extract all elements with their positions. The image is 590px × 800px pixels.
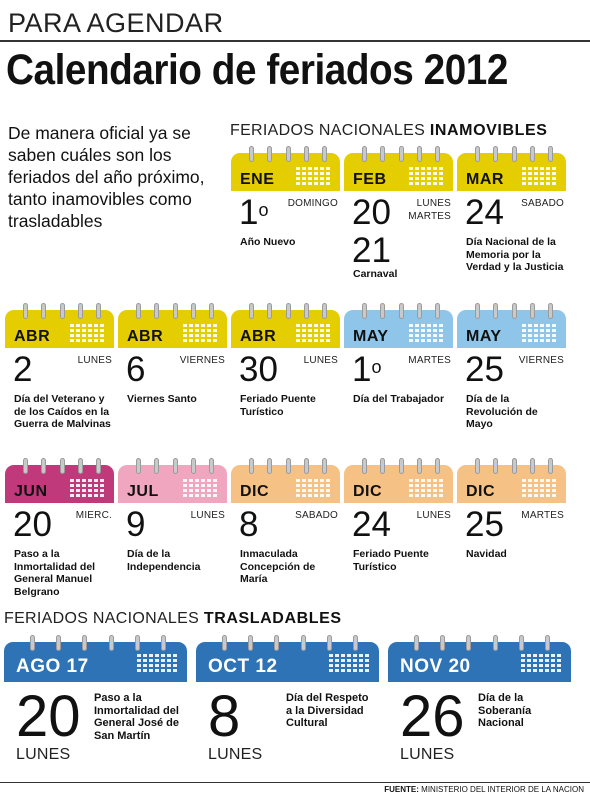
calendar-grid-icon	[137, 654, 177, 672]
binder-ring-icon	[154, 303, 159, 319]
binder-ring-icon	[191, 458, 196, 474]
month-label: JUN	[14, 483, 48, 500]
footer-text: MINISTERIO DEL INTERIOR DE LA NACION	[418, 785, 584, 794]
binder-ring-icon	[286, 303, 291, 319]
binder-ring-icon	[304, 303, 309, 319]
binder-ring-icon	[380, 458, 385, 474]
day-number: 8	[208, 684, 241, 749]
weekday-label: DOMINGO	[287, 198, 338, 209]
weekday-label: LUNES	[208, 746, 263, 763]
binder-ring-icon	[267, 303, 272, 319]
binder-ring-icon	[512, 146, 517, 162]
calendar-page	[196, 642, 379, 682]
binder-ring-icon	[327, 635, 332, 651]
footer-label: FUENTE:	[384, 785, 419, 794]
binder-ring-icon	[493, 635, 498, 651]
holiday-card	[457, 310, 566, 452]
weekday-label: LUNES	[416, 510, 451, 521]
binder-ring-icon	[267, 458, 272, 474]
holiday-name: Día del Trabajador	[353, 393, 445, 405]
holiday-name: Carnaval	[353, 268, 398, 280]
binder-ring-icon	[56, 635, 61, 651]
holiday-name: Día Nacional de la Memoria por la Verdad y la Justicia	[466, 236, 564, 273]
holiday-card	[196, 642, 379, 770]
weekday-label: VIERNES	[518, 355, 564, 366]
binder-ring-icon	[249, 303, 254, 319]
weekday-label: LUNES	[416, 198, 451, 209]
binder-ring-icon	[78, 458, 83, 474]
calendar-grid-icon	[70, 479, 104, 497]
binder-ring-icon	[493, 146, 498, 162]
holiday-card	[231, 153, 340, 295]
binder-ring-icon	[519, 635, 524, 651]
binder-ring-icon	[475, 303, 480, 319]
day-number: 1$^o$	[352, 350, 382, 389]
weekday-label: LUNES	[77, 355, 112, 366]
top-rule	[0, 40, 590, 42]
calendar-grid-icon	[522, 167, 556, 185]
day-number: 1$^o$	[239, 193, 269, 232]
day-number: 8	[239, 505, 259, 544]
day-number: 2	[13, 350, 33, 389]
binder-ring-icon	[249, 458, 254, 474]
weekday-label: LUNES	[303, 355, 338, 366]
trasladables-title-bold: TRASLADABLES	[203, 610, 342, 627]
day-number: 20	[352, 193, 391, 232]
binder-ring-icon	[362, 146, 367, 162]
binder-ring-icon	[286, 458, 291, 474]
binder-ring-icon	[304, 146, 309, 162]
month-label: ABR	[14, 328, 51, 345]
ordinal-mark: o	[371, 357, 382, 377]
holiday-name: Feriado Puente Turístico	[353, 548, 429, 573]
day-number: 24	[352, 505, 391, 544]
binder-ring-icon	[435, 303, 440, 319]
binder-ring-icon	[493, 458, 498, 474]
binder-ring-icon	[475, 458, 480, 474]
calendar-page	[388, 642, 571, 682]
binder-ring-icon	[23, 303, 28, 319]
binder-ring-icon	[530, 458, 535, 474]
month-label: ENE	[240, 171, 275, 188]
binder-ring-icon	[493, 303, 498, 319]
month-label: DIC	[353, 483, 383, 500]
day-number: 20	[16, 684, 81, 749]
binder-ring-icon	[286, 146, 291, 162]
intro-text: De manera oficial ya se saben cuáles son los feriados del año próximo, tanto inamovibles como trasladables	[8, 123, 205, 231]
month-label: MAY	[466, 328, 502, 345]
binder-ring-icon	[545, 635, 550, 651]
calendar-grid-icon	[329, 654, 369, 672]
binder-ring-icon	[209, 303, 214, 319]
binder-ring-icon	[109, 635, 114, 651]
holiday-name: Paso a la Inmortalidad del General José de San Martín	[94, 692, 179, 742]
calendar-grid-icon	[183, 479, 217, 497]
binder-ring-icon	[209, 458, 214, 474]
binder-ring-icon	[60, 303, 65, 319]
binder-ring-icon	[191, 303, 196, 319]
binder-ring-icon	[417, 146, 422, 162]
binder-ring-icon	[304, 458, 309, 474]
binder-ring-icon	[41, 458, 46, 474]
calendar-grid-icon	[409, 479, 443, 497]
holiday-card	[344, 310, 453, 452]
calendar-grid-icon	[70, 324, 104, 342]
binder-ring-icon	[274, 635, 279, 651]
binder-ring-icon	[548, 458, 553, 474]
binder-ring-icon	[82, 635, 87, 651]
month-label: DIC	[466, 483, 496, 500]
month-label: AGO 17	[16, 656, 89, 677]
weekday-label: MARTES	[408, 211, 451, 222]
binder-ring-icon	[362, 303, 367, 319]
calendar-grid-icon	[409, 167, 443, 185]
binder-ring-icon	[414, 635, 419, 651]
binder-ring-icon	[222, 635, 227, 651]
binder-ring-icon	[548, 303, 553, 319]
binder-ring-icon	[23, 458, 28, 474]
day-number: 6	[126, 350, 146, 389]
weekday-label: LUNES	[16, 746, 71, 763]
month-label: DIC	[240, 483, 270, 500]
month-label: NOV 20	[400, 656, 471, 677]
holiday-name: Día del Respeto a la Diversidad Cultural	[286, 692, 369, 729]
holiday-card	[231, 465, 340, 607]
binder-ring-icon	[548, 146, 553, 162]
calendar-grid-icon	[522, 324, 556, 342]
day-number: 25	[465, 350, 504, 389]
binder-ring-icon	[512, 303, 517, 319]
binder-ring-icon	[301, 635, 306, 651]
day-number: 20	[13, 505, 52, 544]
binder-ring-icon	[399, 146, 404, 162]
weekday-label: MARTES	[408, 355, 451, 366]
binder-ring-icon	[173, 458, 178, 474]
binder-ring-icon	[417, 458, 422, 474]
binder-ring-icon	[322, 458, 327, 474]
footer-rule	[0, 782, 590, 783]
inamovibles-title-prefix: FERIADOS NACIONALES	[230, 122, 430, 139]
holiday-card	[118, 310, 227, 452]
day-number: 9	[126, 505, 146, 544]
binder-ring-icon	[530, 146, 535, 162]
binder-ring-icon	[380, 146, 385, 162]
calendar-grid-icon	[296, 324, 330, 342]
holiday-name: Día de la Soberanía Nacional	[478, 692, 532, 729]
binder-ring-icon	[136, 458, 141, 474]
binder-ring-icon	[435, 458, 440, 474]
trasladables-title-prefix: FERIADOS NACIONALES	[4, 610, 204, 627]
calendar-grid-icon	[296, 479, 330, 497]
binder-ring-icon	[530, 303, 535, 319]
binder-ring-icon	[399, 458, 404, 474]
month-label: OCT 12	[208, 656, 278, 677]
holiday-name: Inmaculada Concepción de María	[240, 548, 316, 585]
binder-ring-icon	[30, 635, 35, 651]
trasladables-section-title	[4, 610, 342, 628]
day-number: 30	[239, 350, 278, 389]
binder-ring-icon	[353, 635, 358, 651]
holiday-card	[457, 153, 566, 295]
holiday-name: Paso a la Inmortalidad del General Manuel Belgrano	[14, 548, 96, 598]
footer-source	[384, 785, 584, 794]
binder-ring-icon	[249, 146, 254, 162]
month-label: ABR	[127, 328, 164, 345]
holiday-name: Año Nuevo	[240, 236, 296, 248]
headline: Calendario de feriados 2012	[6, 46, 508, 94]
binder-ring-icon	[512, 458, 517, 474]
holiday-card	[5, 310, 114, 452]
binder-ring-icon	[380, 303, 385, 319]
holiday-card	[388, 642, 571, 770]
month-label: MAR	[466, 171, 504, 188]
binder-ring-icon	[96, 458, 101, 474]
weekday-label: SABADO	[295, 510, 338, 521]
binder-ring-icon	[60, 458, 65, 474]
binder-ring-icon	[322, 146, 327, 162]
inamovibles-title-bold: INAMOVIBLES	[429, 122, 548, 139]
weekday-label: SABADO	[521, 198, 564, 209]
binder-ring-icon	[248, 635, 253, 651]
holiday-card	[344, 465, 453, 607]
binder-ring-icon	[475, 146, 480, 162]
binder-ring-icon	[267, 146, 272, 162]
binder-ring-icon	[136, 303, 141, 319]
binder-ring-icon	[173, 303, 178, 319]
binder-ring-icon	[161, 635, 166, 651]
holiday-name: Feriado Puente Turístico	[240, 393, 316, 418]
calendar-grid-icon	[521, 654, 561, 672]
holiday-name: Día del Veterano y de los Caídos en la Guerra de Malvinas	[14, 393, 111, 430]
binder-ring-icon	[154, 458, 159, 474]
holiday-name: Navidad	[466, 548, 507, 560]
calendar-grid-icon	[409, 324, 443, 342]
holiday-name: Día de la Revolución de Mayo	[466, 393, 538, 430]
ordinal-mark: o	[258, 200, 269, 220]
month-label: ABR	[240, 328, 277, 345]
binder-ring-icon	[96, 303, 101, 319]
binder-ring-icon	[440, 635, 445, 651]
calendar-page	[4, 642, 187, 682]
day-number: 24	[465, 193, 504, 232]
binder-ring-icon	[399, 303, 404, 319]
weekday-label: LUNES	[400, 746, 455, 763]
binder-ring-icon	[362, 458, 367, 474]
binder-ring-icon	[78, 303, 83, 319]
weekday-label: MIERC.	[75, 510, 112, 521]
binder-ring-icon	[41, 303, 46, 319]
holiday-card	[4, 642, 187, 770]
calendar-grid-icon	[183, 324, 217, 342]
binder-ring-icon	[466, 635, 471, 651]
holiday-name: Viernes Santo	[127, 393, 197, 405]
holiday-card	[231, 310, 340, 452]
calendar-grid-icon	[296, 167, 330, 185]
binder-ring-icon	[417, 303, 422, 319]
holiday-card	[118, 465, 227, 607]
binder-ring-icon	[435, 146, 440, 162]
holiday-name: Día de la Independencia	[127, 548, 201, 573]
weekday-label: VIERNES	[179, 355, 225, 366]
binder-ring-icon	[135, 635, 140, 651]
weekday-label: LUNES	[190, 510, 225, 521]
holiday-card	[457, 465, 566, 607]
month-label: FEB	[353, 171, 387, 188]
day-number: 25	[465, 505, 504, 544]
holiday-card	[344, 153, 453, 295]
calendar-grid-icon	[522, 479, 556, 497]
inamovibles-section-title	[230, 122, 548, 140]
day-number: 21	[352, 231, 391, 270]
day-number: 26	[400, 684, 465, 749]
month-label: JUL	[127, 483, 159, 500]
month-label: MAY	[353, 328, 389, 345]
binder-ring-icon	[322, 303, 327, 319]
weekday-label: MARTES	[521, 510, 564, 521]
holiday-card	[5, 465, 114, 607]
kicker: PARA AGENDAR	[8, 8, 224, 38]
